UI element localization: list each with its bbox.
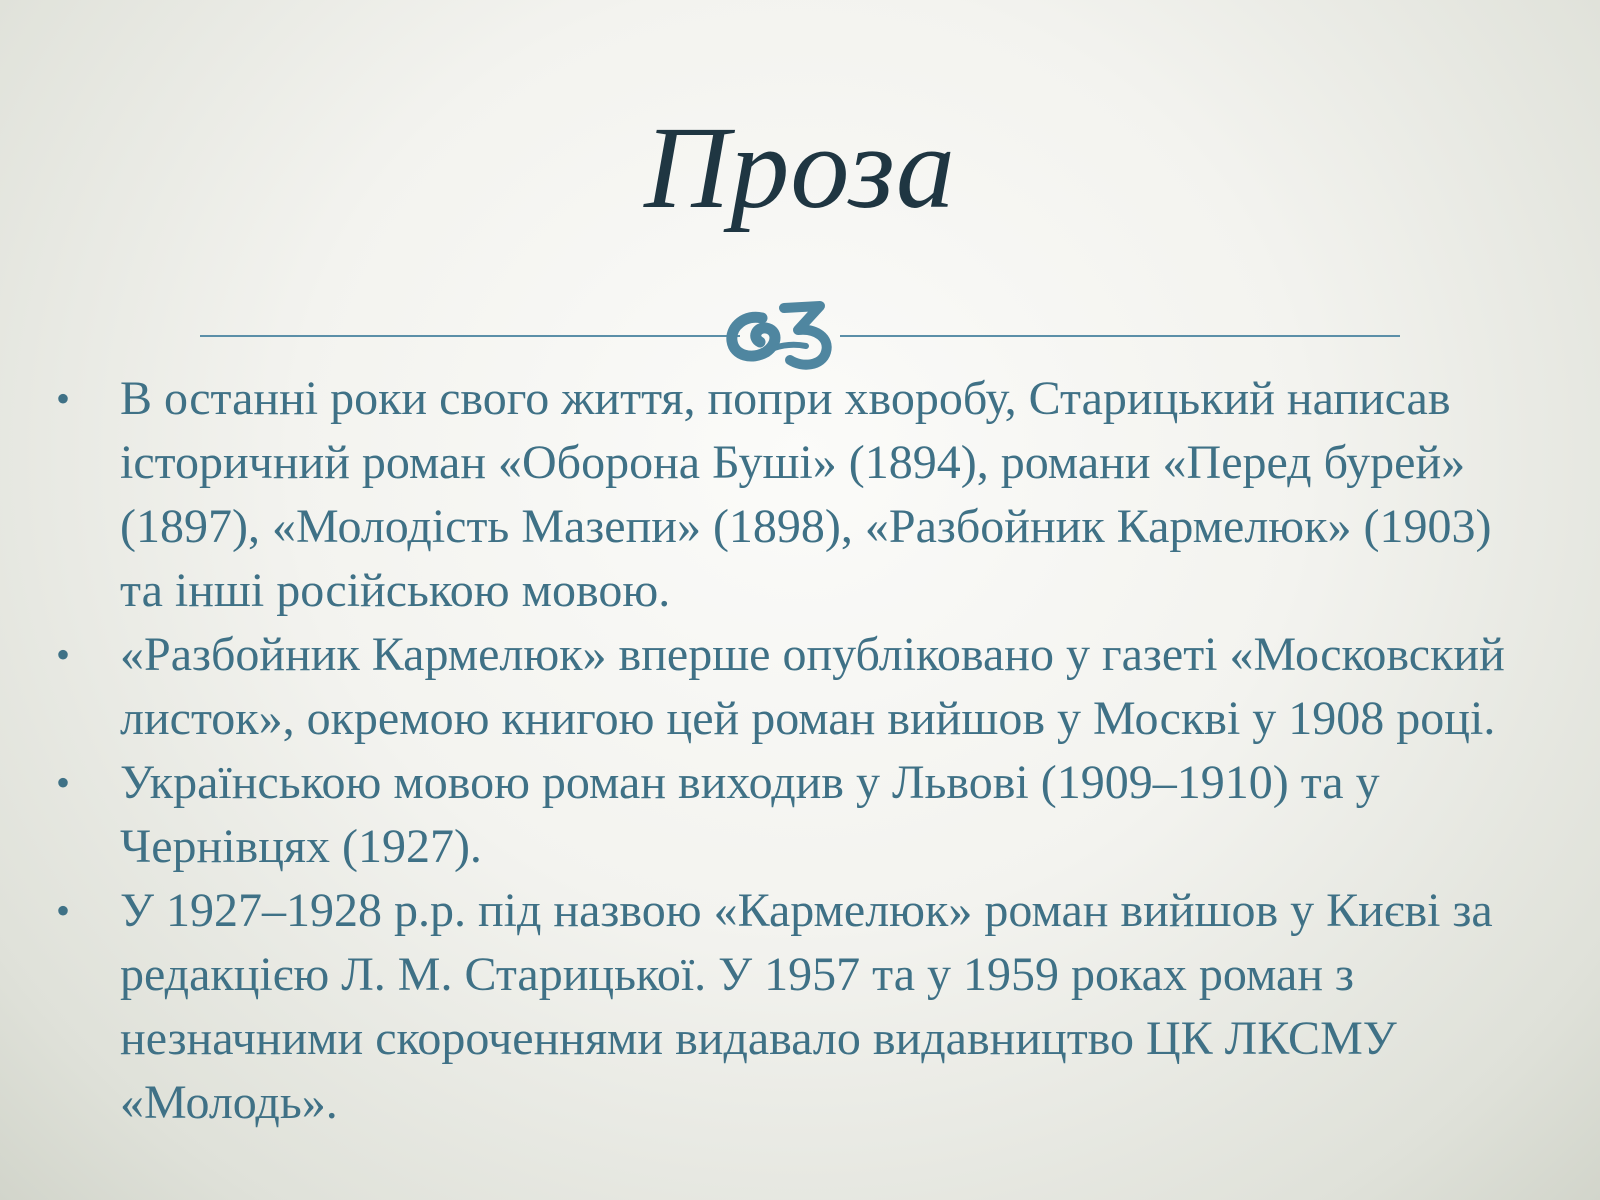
bullet-item: • У 1927–1928 р.р. під назвою «Кармелюк» роман вийшов у Києві за редакцією Л. М. Старицької. У 1957 та у 1959 роках роман з незначними скороченнями видавало видавництво ЦК ЛКСМУ «Молодь». xyxy=(0,879,1600,1135)
bullet-item: • В останні роки свого життя, попри хворобу, Старицький написав історичний роман «Оборона Буші» (1894), романи «Перед бурей» (1897), «Молодість Мазепи» (1898), «Разбойник Кармелюк» (1903) та інші російською мовою. xyxy=(0,367,1600,623)
bullet-list xyxy=(0,367,1600,1135)
slide-title: Проза xyxy=(644,102,956,233)
scroll-flourish-icon xyxy=(732,306,827,365)
bullet-item: • Українською мовою роман виходив у Львові (1909–1910) та у Чернівцях (1927). xyxy=(0,751,1600,879)
bullet-item: • «Разбойник Кармелюк» вперше опубліковано у газеті «Московский листок», окремою книгою цей роман вийшов у Москві у 1908 році. xyxy=(0,623,1600,751)
title-divider xyxy=(200,296,1400,376)
